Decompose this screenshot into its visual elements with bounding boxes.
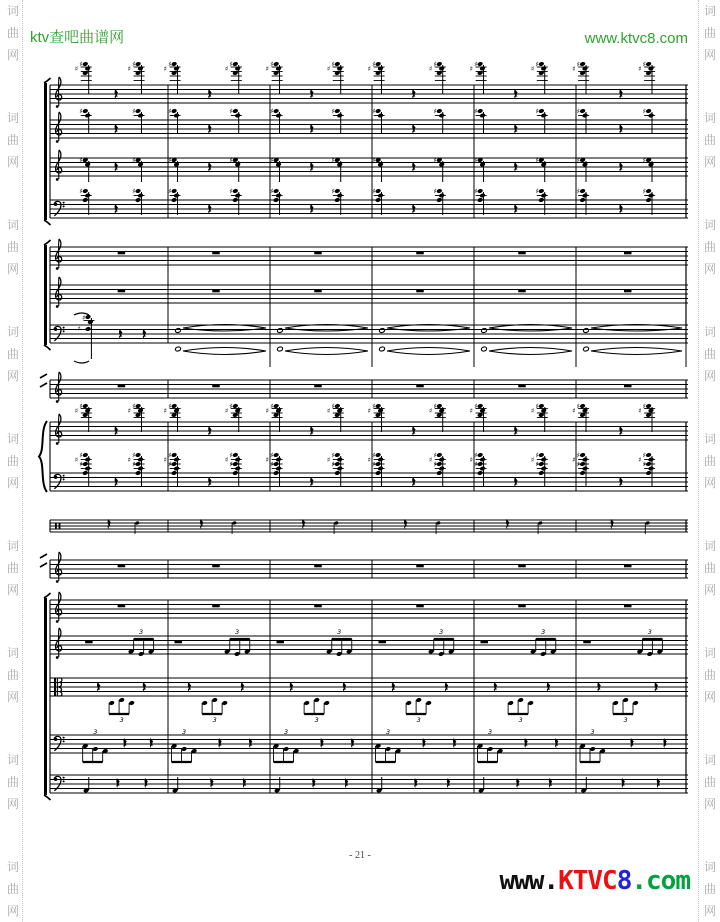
svg-text:♯: ♯ xyxy=(642,60,646,69)
svg-text:♯: ♯ xyxy=(474,107,478,116)
svg-text:♯: ♯ xyxy=(168,451,172,460)
svg-text:♯: ♯ xyxy=(74,456,79,464)
svg-text:♯: ♯ xyxy=(642,107,646,116)
svg-text:♯: ♯ xyxy=(163,407,168,415)
watermark-text: 网 xyxy=(703,904,716,918)
watermark-text: 网 xyxy=(6,583,19,597)
svg-text:♯: ♯ xyxy=(572,456,576,464)
svg-text:♯: ♯ xyxy=(224,456,229,464)
svg-text:♯: ♯ xyxy=(367,407,372,415)
watermark-text: 网 xyxy=(703,48,716,62)
watermark-text: 曲 xyxy=(6,347,19,361)
watermark-text: 曲 xyxy=(6,775,19,789)
svg-text:♯: ♯ xyxy=(270,451,274,460)
svg-text:3: 3 xyxy=(488,728,493,736)
svg-text:♯: ♯ xyxy=(229,187,233,196)
svg-text:♯: ♯ xyxy=(132,187,136,196)
svg-text:♯: ♯ xyxy=(576,60,580,69)
svg-text:♯: ♯ xyxy=(530,407,535,415)
svg-text:♯: ♯ xyxy=(469,407,474,415)
svg-text:♯: ♯ xyxy=(576,402,580,411)
svg-text:♯: ♯ xyxy=(372,107,376,116)
svg-text:♯: ♯ xyxy=(642,460,646,469)
watermark-text: 词 xyxy=(6,646,19,660)
watermark-text: 曲 xyxy=(6,133,19,147)
svg-text:♯: ♯ xyxy=(79,402,83,411)
svg-text:♯: ♯ xyxy=(433,451,437,460)
footer-logo[interactable] xyxy=(499,866,690,896)
svg-text:♯: ♯ xyxy=(433,107,437,116)
svg-text:♯: ♯ xyxy=(229,460,233,469)
svg-text:3: 3 xyxy=(541,628,546,636)
svg-text:3: 3 xyxy=(623,716,628,724)
svg-text:3: 3 xyxy=(337,628,342,636)
svg-text:♯: ♯ xyxy=(79,451,83,460)
svg-text:♯: ♯ xyxy=(469,456,474,464)
watermark-text: 曲 xyxy=(6,668,19,682)
svg-text:♯: ♯ xyxy=(367,65,372,73)
svg-text:3: 3 xyxy=(314,716,319,724)
svg-text:♯: ♯ xyxy=(433,156,437,165)
svg-text:♯: ♯ xyxy=(132,460,136,469)
svg-text:♯: ♯ xyxy=(229,107,233,116)
svg-text:♯: ♯ xyxy=(127,407,131,415)
watermark-text: 曲 xyxy=(703,454,716,468)
svg-text:3: 3 xyxy=(590,728,595,736)
svg-text:♯: ♯ xyxy=(331,460,335,469)
svg-text:♯: ♯ xyxy=(168,156,172,165)
svg-text:♯: ♯ xyxy=(331,402,335,411)
svg-text:♯: ♯ xyxy=(474,187,478,196)
svg-text:♯: ♯ xyxy=(82,314,86,322)
watermark-text: 词 xyxy=(6,4,19,18)
svg-text:3: 3 xyxy=(138,628,144,636)
svg-text:3: 3 xyxy=(182,728,187,736)
watermark-text: 曲 xyxy=(6,454,19,468)
svg-text:♯: ♯ xyxy=(127,456,131,464)
svg-text:♯: ♯ xyxy=(331,187,335,196)
watermark-text: 词 xyxy=(6,539,19,553)
watermark-text: 网 xyxy=(6,262,19,276)
watermark-text: 词 xyxy=(703,753,716,767)
svg-text:3: 3 xyxy=(416,716,421,724)
watermark-text: 曲 xyxy=(6,240,19,254)
svg-text:♯: ♯ xyxy=(270,402,274,411)
svg-text:♯: ♯ xyxy=(331,156,335,165)
watermark-text: 词 xyxy=(703,218,716,232)
svg-text:♯: ♯ xyxy=(270,460,274,469)
svg-text:♯: ♯ xyxy=(270,156,274,165)
svg-text:♯: ♯ xyxy=(535,451,539,460)
svg-text:♯: ♯ xyxy=(638,456,642,464)
watermark-text: 词 xyxy=(6,860,19,874)
svg-text:♯: ♯ xyxy=(576,451,580,460)
svg-text:♯: ♯ xyxy=(168,187,172,196)
svg-text:♯: ♯ xyxy=(474,402,478,411)
svg-text:♯: ♯ xyxy=(265,407,270,415)
watermark-text: 曲 xyxy=(703,133,716,147)
svg-text:3: 3 xyxy=(119,716,124,724)
svg-text:♯: ♯ xyxy=(372,156,376,165)
svg-text:♯: ♯ xyxy=(642,156,646,165)
watermark-text: 词 xyxy=(6,325,19,339)
svg-text:♯: ♯ xyxy=(79,460,83,469)
svg-text:♯: ♯ xyxy=(326,456,331,464)
svg-text:♯: ♯ xyxy=(642,187,646,196)
watermark-text: 网 xyxy=(703,262,716,276)
svg-text:♯: ♯ xyxy=(168,60,172,69)
svg-text:3: 3 xyxy=(518,716,523,724)
svg-text:♯: ♯ xyxy=(265,456,270,464)
watermark-text: 词 xyxy=(703,646,716,660)
svg-text:♯: ♯ xyxy=(224,407,229,415)
svg-text:♯: ♯ xyxy=(168,402,172,411)
svg-text:♯: ♯ xyxy=(433,60,437,69)
svg-text:♯: ♯ xyxy=(428,407,433,415)
watermark-text: 曲 xyxy=(6,882,19,896)
svg-text:♯: ♯ xyxy=(132,402,136,411)
svg-text:♯: ♯ xyxy=(132,107,136,116)
watermark-text: 曲 xyxy=(703,561,716,575)
svg-text:♯: ♯ xyxy=(535,156,539,165)
svg-text:♯: ♯ xyxy=(74,407,79,415)
svg-text:♯: ♯ xyxy=(74,65,79,73)
svg-text:♯: ♯ xyxy=(433,187,437,196)
svg-text:♯: ♯ xyxy=(127,65,131,73)
svg-text:♯: ♯ xyxy=(265,65,270,73)
watermark-text: 网 xyxy=(703,690,716,704)
watermark-text: 词 xyxy=(703,432,716,446)
svg-text:♯: ♯ xyxy=(331,60,335,69)
svg-text:3: 3 xyxy=(439,628,444,636)
svg-text:♯: ♯ xyxy=(530,456,535,464)
svg-text:♯: ♯ xyxy=(469,65,474,73)
svg-text:♯: ♯ xyxy=(229,402,233,411)
svg-text:♯: ♯ xyxy=(163,456,168,464)
svg-text:♯: ♯ xyxy=(433,460,437,469)
watermark-text: 曲 xyxy=(6,561,19,575)
svg-text:♯: ♯ xyxy=(79,107,83,116)
svg-text:♯: ♯ xyxy=(372,402,376,411)
svg-text:♯: ♯ xyxy=(572,407,576,415)
svg-text:♯: ♯ xyxy=(433,402,437,411)
svg-text:♯: ♯ xyxy=(229,156,233,165)
watermark-text: 词 xyxy=(703,539,716,553)
svg-text:♯: ♯ xyxy=(530,65,535,73)
svg-text:♯: ♯ xyxy=(642,451,646,460)
site-url-link[interactable]: www.ktvc8.com xyxy=(584,30,688,47)
svg-text:♯: ♯ xyxy=(535,107,539,116)
watermark-text: 曲 xyxy=(703,347,716,361)
watermark-text: 曲 xyxy=(703,668,716,682)
svg-text:♯: ♯ xyxy=(331,107,335,116)
svg-text:♯: ♯ xyxy=(79,60,83,69)
svg-text:♯: ♯ xyxy=(229,451,233,460)
watermark-text: 词 xyxy=(6,432,19,446)
svg-text:♯: ♯ xyxy=(132,451,136,460)
watermark-text: 网 xyxy=(6,797,19,811)
watermark-text: 网 xyxy=(6,155,19,169)
watermark-text: 词 xyxy=(6,753,19,767)
svg-text:♯: ♯ xyxy=(474,460,478,469)
svg-text:♯: ♯ xyxy=(326,407,331,415)
svg-text:♯: ♯ xyxy=(535,402,539,411)
svg-text:♯: ♯ xyxy=(576,156,580,165)
svg-text:♯: ♯ xyxy=(535,460,539,469)
watermark-text: 网 xyxy=(6,48,19,62)
svg-text:♯: ♯ xyxy=(168,460,172,469)
svg-text:♯: ♯ xyxy=(372,60,376,69)
svg-text:♯: ♯ xyxy=(132,156,136,165)
svg-text:♯: ♯ xyxy=(270,107,274,116)
svg-text:♯: ♯ xyxy=(168,107,172,116)
footer-logo-segment: www. xyxy=(499,866,559,896)
svg-text:♯: ♯ xyxy=(638,407,642,415)
watermark-text: 曲 xyxy=(703,775,716,789)
watermark-text: 网 xyxy=(703,797,716,811)
watermark-text: 词 xyxy=(6,111,19,125)
svg-text:3: 3 xyxy=(647,628,652,636)
svg-text:♯: ♯ xyxy=(270,60,274,69)
svg-text:♯: ♯ xyxy=(163,65,168,73)
svg-text:♯: ♯ xyxy=(576,460,580,469)
svg-text:♯: ♯ xyxy=(428,65,433,73)
svg-text:♯: ♯ xyxy=(642,402,646,411)
svg-text:♯: ♯ xyxy=(331,451,335,460)
svg-text:♯: ♯ xyxy=(428,456,433,464)
watermark-text: 网 xyxy=(703,583,716,597)
svg-text:♯: ♯ xyxy=(77,325,81,333)
watermark-text: 网 xyxy=(703,369,716,383)
svg-text:♯: ♯ xyxy=(372,187,376,196)
footer-logo-segment: 8 xyxy=(616,866,632,896)
watermark-text: 网 xyxy=(6,476,19,490)
svg-text:♯: ♯ xyxy=(270,187,274,196)
svg-text:3: 3 xyxy=(93,728,98,736)
svg-text:♯: ♯ xyxy=(372,460,376,469)
footer-logo-segment: KTVC xyxy=(558,866,617,896)
watermark-text: 词 xyxy=(703,325,716,339)
svg-text:3: 3 xyxy=(212,716,217,724)
svg-text:♯: ♯ xyxy=(638,65,642,73)
watermark-text: 网 xyxy=(6,904,19,918)
watermark-text: 网 xyxy=(703,155,716,169)
watermark-text: 词 xyxy=(703,860,716,874)
watermark-text: 词 xyxy=(6,218,19,232)
svg-text:♯: ♯ xyxy=(132,60,136,69)
watermark-text: 曲 xyxy=(703,26,716,40)
site-name-link[interactable]: ktv查吧曲谱网 xyxy=(30,29,125,46)
svg-text:3: 3 xyxy=(235,628,240,636)
watermark-text: 曲 xyxy=(6,26,19,40)
svg-text:♯: ♯ xyxy=(367,456,372,464)
svg-text:♯: ♯ xyxy=(326,65,331,73)
watermark-text: 词 xyxy=(703,111,716,125)
svg-text:♯: ♯ xyxy=(576,107,580,116)
watermark-text: 曲 xyxy=(703,240,716,254)
svg-text:♯: ♯ xyxy=(535,187,539,196)
svg-text:♯: ♯ xyxy=(474,156,478,165)
svg-text:♯: ♯ xyxy=(372,451,376,460)
svg-text:♯: ♯ xyxy=(535,60,539,69)
watermark-text: 网 xyxy=(703,476,716,490)
svg-text:♯: ♯ xyxy=(79,156,83,165)
footer-logo-segment: .com xyxy=(631,866,690,896)
svg-text:♯: ♯ xyxy=(224,65,229,73)
svg-text:♯: ♯ xyxy=(474,60,478,69)
page-number: - 21 - xyxy=(349,850,371,861)
svg-text:♯: ♯ xyxy=(576,187,580,196)
watermark-text: 网 xyxy=(6,369,19,383)
watermark-text: 曲 xyxy=(703,882,716,896)
svg-text:3: 3 xyxy=(284,728,289,736)
svg-text:3: 3 xyxy=(386,728,391,736)
watermark-text: 网 xyxy=(6,690,19,704)
svg-text:♯: ♯ xyxy=(229,60,233,69)
watermark-text: 词 xyxy=(703,4,716,18)
svg-text:♯: ♯ xyxy=(572,65,576,73)
svg-text:♯: ♯ xyxy=(474,451,478,460)
svg-text:♯: ♯ xyxy=(79,187,83,196)
